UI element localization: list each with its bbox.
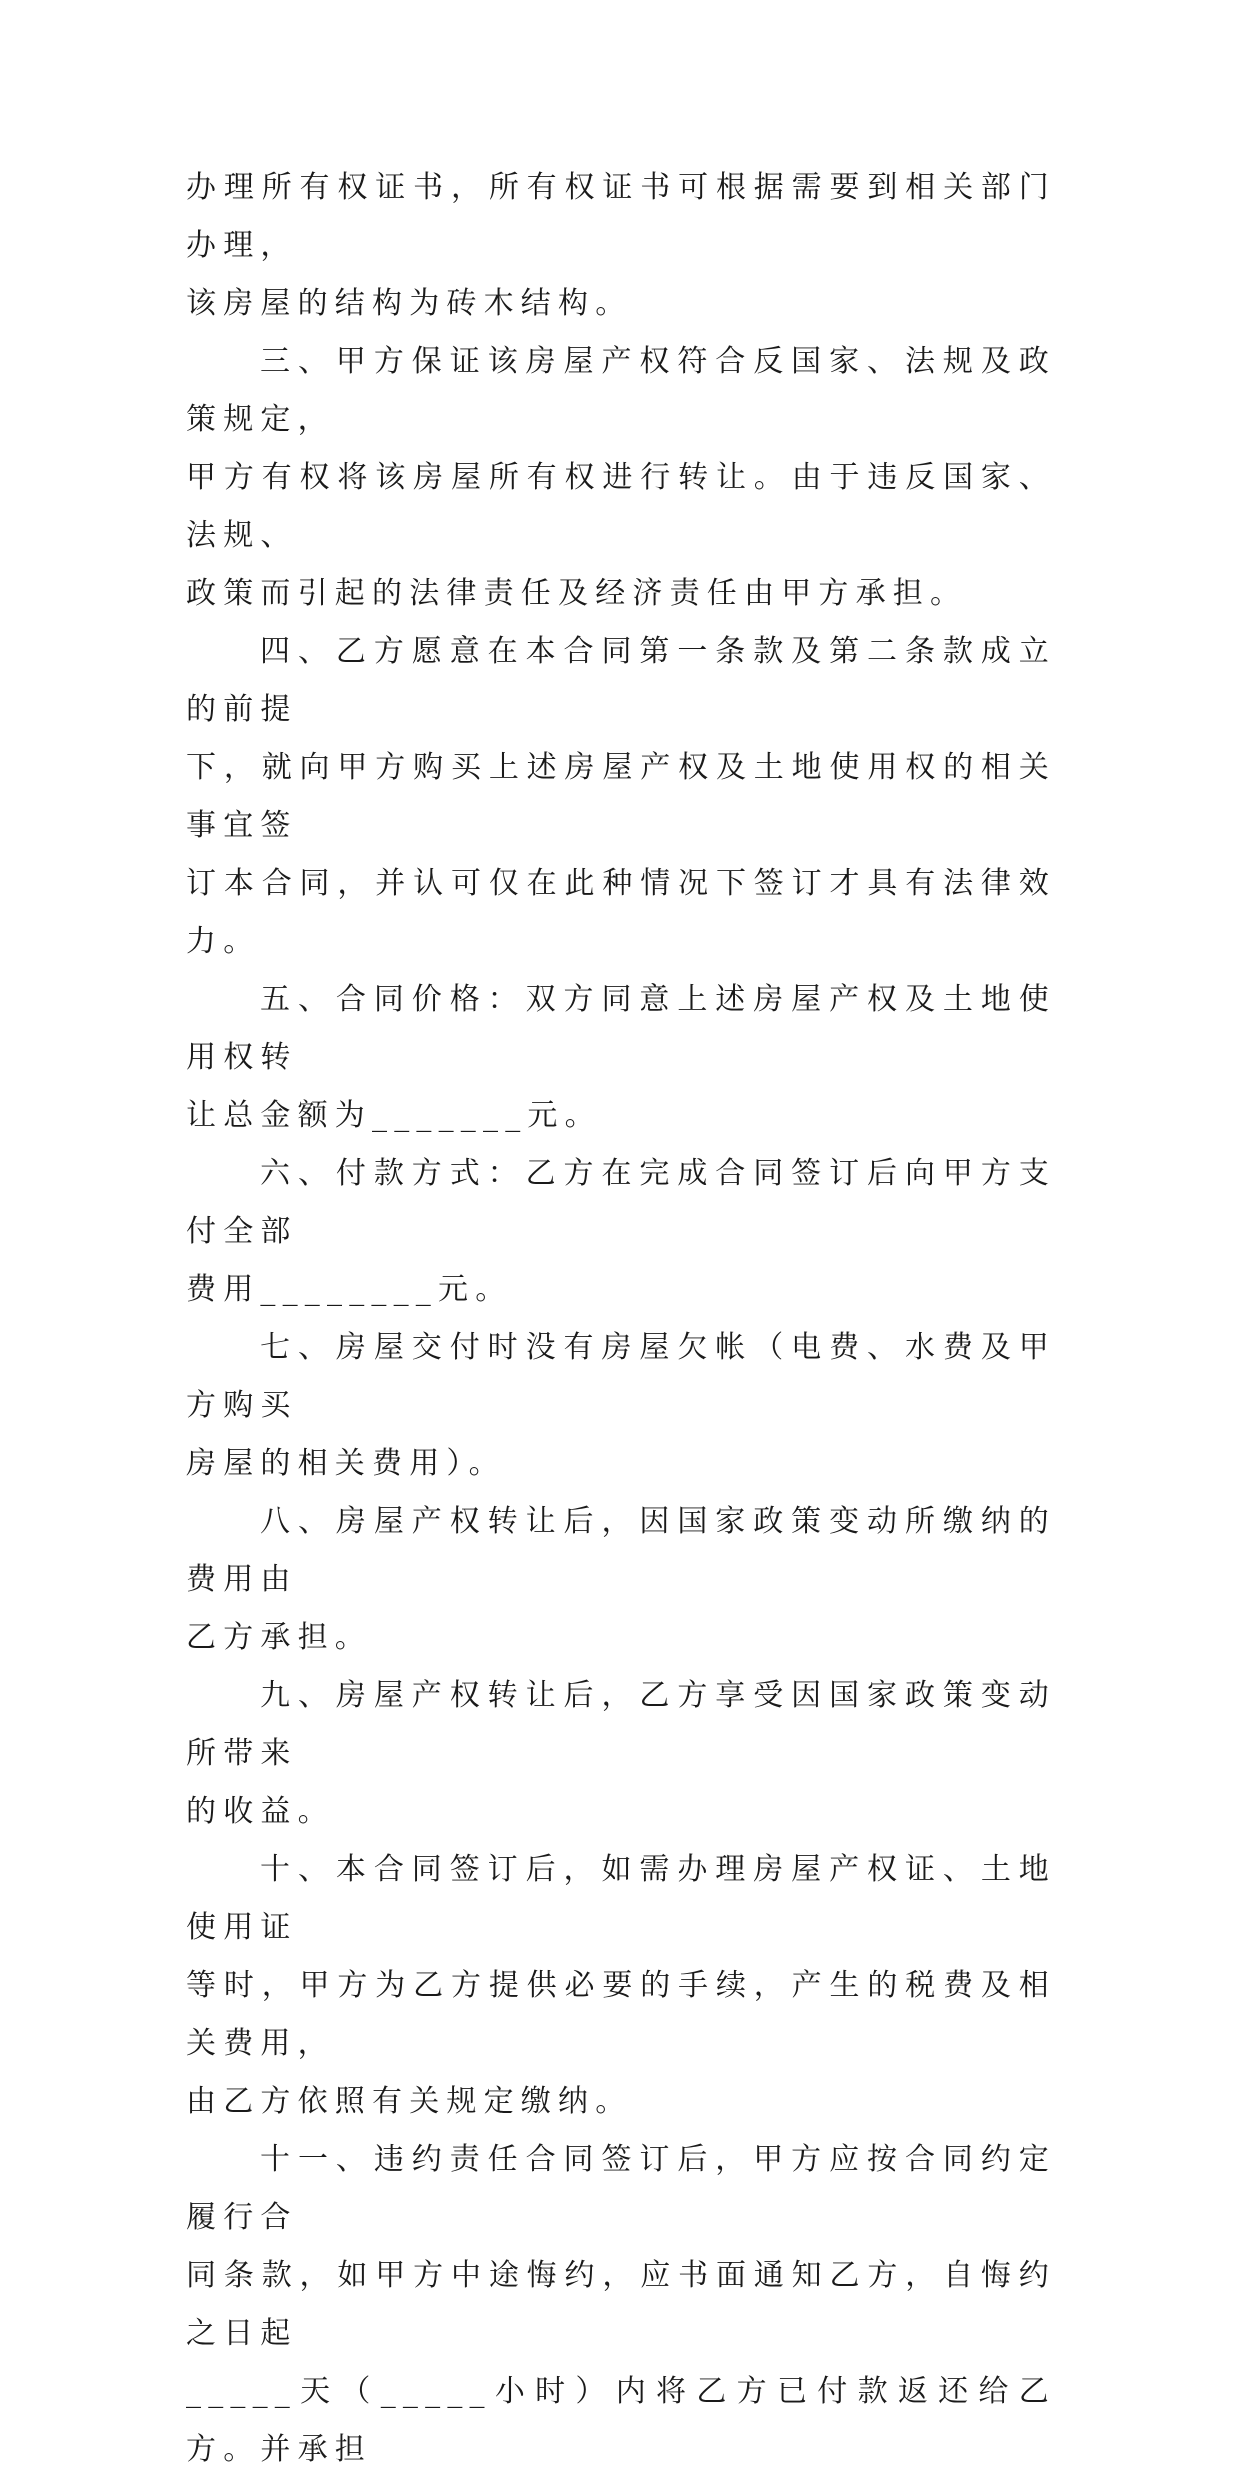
text-line: 订本合同，并认可仅在此种情况下签订才具有法律效力。 bbox=[186, 866, 1056, 959]
text-line: 政策而引起的法律责任及经济责任由甲方承担。 bbox=[186, 576, 968, 611]
text-line: 五、合同价格：双方同意上述房屋产权及土地使用权转 bbox=[186, 982, 1056, 1075]
contract-body bbox=[186, 159, 1056, 2479]
clause-8 bbox=[186, 1493, 1056, 1667]
text-line: 房屋的相关费用）。 bbox=[186, 1446, 506, 1481]
clause-4 bbox=[186, 623, 1056, 971]
text-line: 六、付款方式：乙方在完成合同签订后向甲方支付全部 bbox=[186, 1156, 1056, 1249]
text-line: 办理所有权证书，所有权证书可根据需要到相关部门办理， bbox=[186, 170, 1056, 263]
text-line: 十一、违约责任合同签订后，甲方应按合同约定履行合 bbox=[186, 2142, 1056, 2235]
text-line: 让总金额为_______元。 bbox=[186, 1098, 602, 1133]
text-line: 九、房屋产权转让后，乙方享受因国家政策变动所带来 bbox=[186, 1678, 1056, 1771]
clause-5 bbox=[186, 971, 1056, 1145]
text-line: 下，就向甲方购买上述房屋产权及土地使用权的相关事宜签 bbox=[186, 750, 1056, 843]
text-line: 乙方承担。 bbox=[186, 1620, 372, 1655]
paragraph-continuation bbox=[186, 159, 1056, 333]
text-line: 八、房屋产权转让后，因国家政策变动所缴纳的费用由 bbox=[186, 1504, 1056, 1597]
text-line: 费用________元。 bbox=[186, 1272, 513, 1307]
clause-7 bbox=[186, 1319, 1056, 1493]
clause-3 bbox=[186, 333, 1056, 623]
clause-11 bbox=[186, 2131, 1056, 2479]
text-line: 该房屋的结构为砖木结构。 bbox=[186, 286, 633, 321]
clause-10 bbox=[186, 1841, 1056, 2131]
text-line: 的收益。 bbox=[186, 1794, 335, 1829]
clause-9 bbox=[186, 1667, 1056, 1841]
text-line: 由乙方依照有关规定缴纳。 bbox=[186, 2084, 633, 2119]
clause-6 bbox=[186, 1145, 1056, 1319]
text-line: 同条款，如甲方中途悔约，应书面通知乙方，自悔约之日起 bbox=[186, 2258, 1056, 2351]
text-line: 等时，甲方为乙方提供必要的手续，产生的税费及相关费用， bbox=[186, 1968, 1056, 2061]
text-line: 甲方有权将该房屋所有权进行转让。由于违反国家、法规、 bbox=[186, 460, 1056, 553]
text-line: 十、本合同签订后，如需办理房屋产权证、土地使用证 bbox=[186, 1852, 1056, 1945]
text-line: 三、甲方保证该房屋产权符合反国家、法规及政策规定， bbox=[186, 344, 1056, 437]
text-line: 四、乙方愿意在本合同第一条款及第二条款成立的前提 bbox=[186, 634, 1056, 727]
text-line: _____天（_____小时）内将乙方已付款返还给乙方。并承担 bbox=[186, 2374, 1056, 2467]
text-line: 七、房屋交付时没有房屋欠帐（电费、水费及甲方购买 bbox=[186, 1330, 1056, 1423]
